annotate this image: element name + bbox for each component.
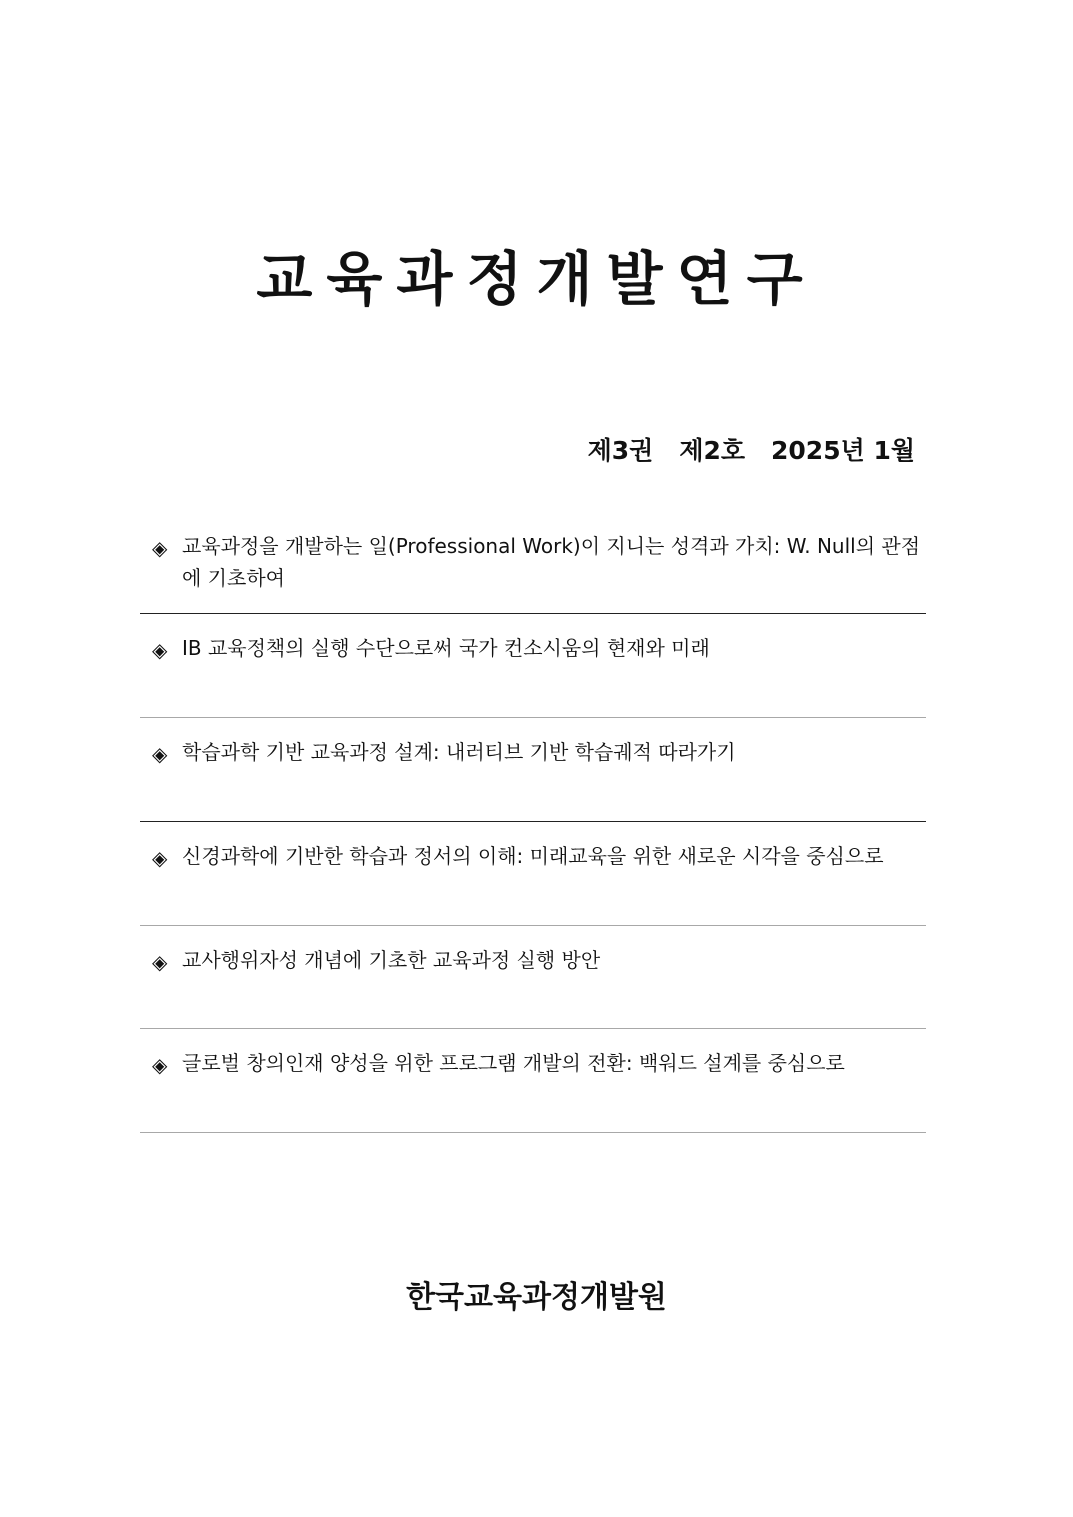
journal-title: 교육과정개발연구: [256, 245, 817, 313]
diamond-bullet-icon: ◈: [152, 536, 168, 560]
toc-item-title: 학습과학 기반 교육과정 설계: 내러티브 기반 학습궤적 따라가기: [182, 740, 736, 764]
toc-item-5: [140, 926, 926, 1028]
toc-item-2: [140, 614, 926, 717]
diamond-bullet-icon: ◈: [152, 1053, 168, 1077]
toc-item-1: [140, 512, 926, 613]
toc-item-3: [140, 718, 926, 821]
toc-item-title: 글로벌 창의인재 양성을 위한 프로그램 개발의 전환: 백워드 설계를 중심으로: [182, 1051, 845, 1075]
toc-item-title: IB 교육정책의 실행 수단으로써 국가 컨소시움의 현재와 미래: [182, 636, 710, 660]
toc-item-title: 신경과학에 기반한 학습과 정서의 이해: 미래교육을 위한 새로운 시각을 중심으로: [182, 844, 884, 868]
diamond-bullet-icon: ◈: [152, 846, 168, 870]
diamond-bullet-icon: ◈: [152, 742, 168, 766]
number-label: 제2호: [679, 436, 746, 465]
toc-item-title: 교사행위자성 개념에 기초한 교육과정 실행 방안: [182, 948, 601, 972]
publisher-name: 한국교육과정개발원: [406, 1280, 667, 1315]
toc-item-6: [140, 1029, 926, 1132]
toc-item-4: [140, 822, 926, 925]
volume-label: 제3권: [587, 436, 654, 465]
diamond-bullet-icon: ◈: [152, 950, 168, 974]
divider: [140, 1132, 926, 1133]
table-of-contents: [140, 512, 926, 1133]
toc-item-title: 교육과정을 개발하는 일(Professional Work)이 지니는 성격과 가치: W. Null의 관점에 기초하여: [182, 534, 921, 590]
date-label: 2025년 1월: [771, 436, 915, 465]
issue-info: [588, 434, 915, 468]
diamond-bullet-icon: ◈: [152, 638, 168, 662]
